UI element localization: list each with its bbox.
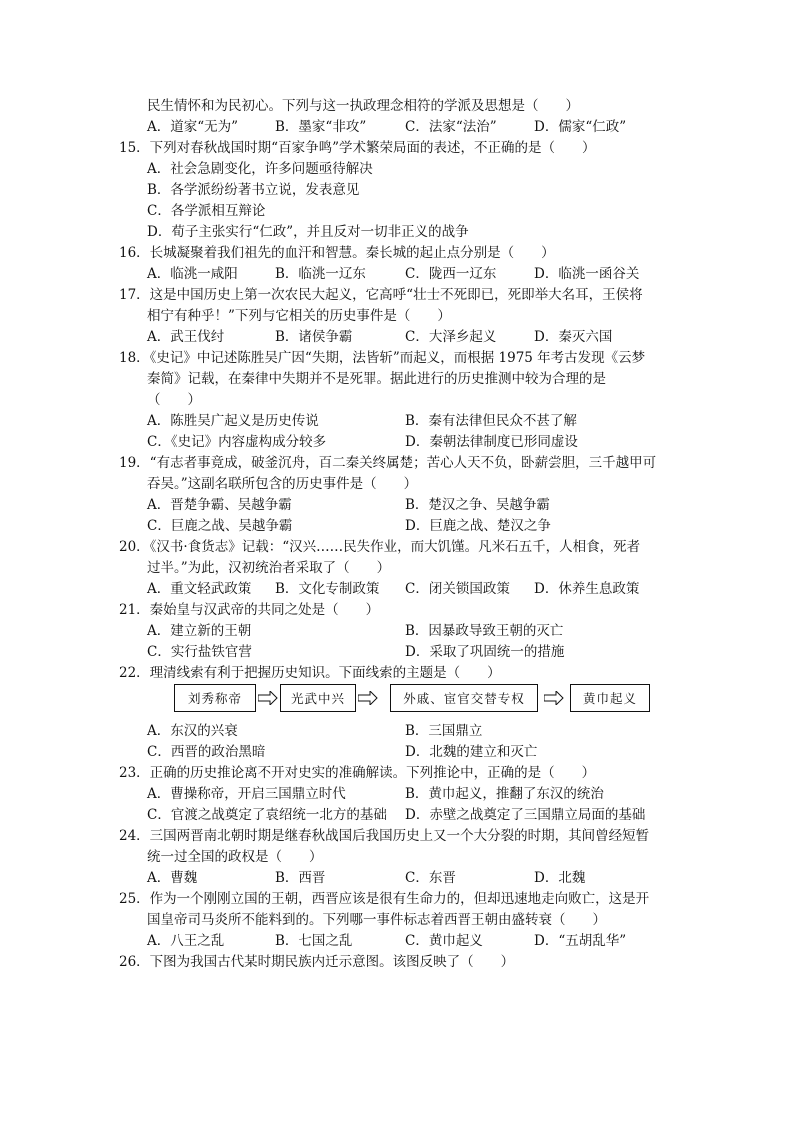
q15-option-d: D．荀子主张实行“仁政”，并且反对一切非正义的战争 — [147, 224, 469, 240]
question-14-stem-tail: 民生情怀和为民初心。下列与这一执政理念相符的学派及思想是（ ） — [147, 98, 579, 114]
question-17-stem-cont: 相宁有种乎！”下列与它相关的历史事件是（ ） — [147, 308, 451, 324]
q17-option-a: A．武王伐纣 — [147, 329, 225, 345]
flow-step-1: 刘秀称帝 — [174, 684, 256, 712]
q16-option-d: D．临洮一函谷关 — [534, 266, 640, 282]
flow-arrow-icon — [544, 691, 564, 705]
q17-option-b: B．诸侯争霸 — [275, 329, 353, 345]
q17-option-d: D．秦灭六国 — [534, 329, 613, 345]
question-17-stem: 17．这是中国历史上第一次农民大起义，它高呼“壮士不死即已，死即举大名耳，王侯将 — [119, 287, 643, 303]
question-18-answer-blank: （ ） — [147, 392, 201, 408]
q22-option-a: A．东汉的兴衰 — [147, 723, 238, 739]
q20-option-b: B．文化专制政策 — [275, 581, 380, 597]
q15-option-b: B．各学派纷纷著书立说，发表意见 — [147, 182, 360, 198]
q16-option-c: C．陇西一辽东 — [405, 266, 497, 282]
q17-option-c: C．大泽乡起义 — [405, 329, 497, 345]
question-18-stem-cont: 秦简》记载，在秦律中失期并不是死罪。据此进行的历史推测中较为合理的是 — [147, 371, 606, 387]
q21-option-b: B．因暴政导致王朝的灭亡 — [405, 623, 564, 639]
q15-option-a: A．社会急剧变化，许多问题亟待解决 — [147, 161, 373, 177]
question-16-stem: 16．长城凝聚着我们祖先的血汗和智慧。秦长城的起止点分别是（ ） — [119, 245, 555, 261]
q23-option-a: A．曹操称帝，开启三国鼎立时代 — [147, 786, 346, 802]
q21-option-a: A．建立新的王朝 — [147, 623, 252, 639]
q19-option-c: C．巨鹿之战、吴越争霸 — [147, 518, 293, 534]
q21-option-c: C．实行盐铁官营 — [147, 644, 252, 660]
question-21-stem: 21．秦始皇与汉武帝的共同之处是（ ） — [119, 602, 380, 618]
flow-arrow-icon — [358, 691, 378, 705]
q22-option-c: C．西晋的政治黑暗 — [147, 744, 266, 760]
q20-option-d: D．休养生息政策 — [534, 581, 640, 597]
question-18-stem: 18．《史记》中记述陈胜吴广因“失期，法皆斩”而起义，而根据 1975 年考古发现《云梦 — [119, 350, 646, 366]
question-26-stem: 26．下图为我国古代某时期民族内迁示意图。该图反映了（ ） — [119, 954, 515, 970]
q19-option-d: D．巨鹿之战、楚汉之争 — [405, 518, 551, 534]
flow-arrow-icon — [258, 691, 278, 705]
q22-option-d: D．北魏的建立和灭亡 — [405, 744, 538, 760]
q19-option-a: A．晋楚争霸、吴越争霸 — [147, 497, 292, 513]
question-22-stem: 22．理清线索有利于把握历史知识。下面线索的主题是（ ） — [119, 665, 501, 681]
q15-option-c: C．各学派相互辩论 — [147, 203, 266, 219]
q16-option-b: B．临洮一辽东 — [275, 266, 366, 282]
q14-option-d: D．儒家“仁政” — [534, 119, 627, 135]
q14-option-c: C．法家“法治” — [405, 119, 497, 135]
q24-option-c: C．东晋 — [405, 870, 456, 886]
q24-option-b: B．西晋 — [275, 870, 326, 886]
q25-option-b: B．七国之乱 — [275, 933, 353, 949]
q24-option-d: D．北魏 — [534, 870, 586, 886]
q25-option-c: C．黄巾起义 — [405, 933, 483, 949]
question-24-stem-cont: 统一过全国的政权是（ ） — [147, 849, 323, 865]
question-20-stem: 20．《汉书·食货志》记载：“汉兴……民失作业，而大饥馑。凡米石五千，人相食，死者 — [119, 539, 641, 555]
q20-option-a: A．重文轻武政策 — [147, 581, 252, 597]
q25-option-a: A．八王之乱 — [147, 933, 225, 949]
question-20-stem-cont: 过半。”为此，汉初统治者采取了（ ） — [147, 560, 391, 576]
q16-option-a: A．临洮一咸阳 — [147, 266, 238, 282]
flow-step-2: 光武中兴 — [280, 684, 356, 712]
q21-option-d: D．采取了巩固统一的措施 — [405, 644, 565, 660]
question-24-stem: 24．三国两晋南北朝时期是继春秋战国后我国历史上又一个大分裂的时期，其间曾经短暂 — [119, 828, 650, 844]
flow-step-3: 外戚、宦官交替专权 — [390, 684, 538, 712]
q22-option-b: B．三国鼎立 — [405, 723, 483, 739]
q19-option-b: B．楚汉之争、吴越争霸 — [405, 497, 550, 513]
q18-option-a: A．陈胜吴广起义是历史传说 — [147, 413, 319, 429]
q18-option-b: B．秦有法律但民众不甚了解 — [405, 413, 577, 429]
q23-option-d: D．赤壁之战奠定了三国鼎立局面的基础 — [405, 807, 646, 823]
q24-option-a: A．曹魏 — [147, 870, 198, 886]
question-19-stem: 19．“有志者事竟成，破釜沉舟，百二秦关终属楚；苦心人天不负，卧薪尝胆，三千越甲可 — [119, 455, 657, 471]
q18-option-d: D．秦朝法律制度已形同虚设 — [405, 434, 578, 450]
q25-option-d: D．“五胡乱华” — [534, 933, 627, 949]
question-23-stem: 23．正确的历史推论离不开对史实的准确解读。下列推论中，正确的是（ ） — [119, 765, 596, 781]
q23-option-b: B．黄巾起义，推翻了东汉的统治 — [405, 786, 604, 802]
flow-step-4: 黄巾起义 — [570, 684, 650, 712]
question-19-stem-cont: 吞吴。”这副名联所包含的历史事件是（ ） — [147, 476, 418, 492]
q23-option-c: C．官渡之战奠定了袁绍统一北方的基础 — [147, 807, 387, 823]
q18-option-c: C．《史记》内容虚构成分较多 — [147, 434, 327, 450]
question-15-stem: 15．下列对春秋战国时期“百家争鸣”学术繁荣局面的表述，不正确的是（ ） — [119, 140, 596, 156]
q20-option-c: C．闭关锁国政策 — [405, 581, 510, 597]
question-25-stem: 25．作为一个刚刚立国的王朝，西晋应该是很有生命力的，但却迅速地走向败亡，这是开 — [119, 891, 650, 907]
q14-option-a: A．道家“无为” — [147, 119, 239, 135]
q14-option-b: B．墨家“非攻” — [275, 119, 367, 135]
question-25-stem-cont: 国皇帝司马炎所不能料到的。下列哪一事件标志着西晋王朝由盛转衰（ ） — [147, 912, 606, 928]
